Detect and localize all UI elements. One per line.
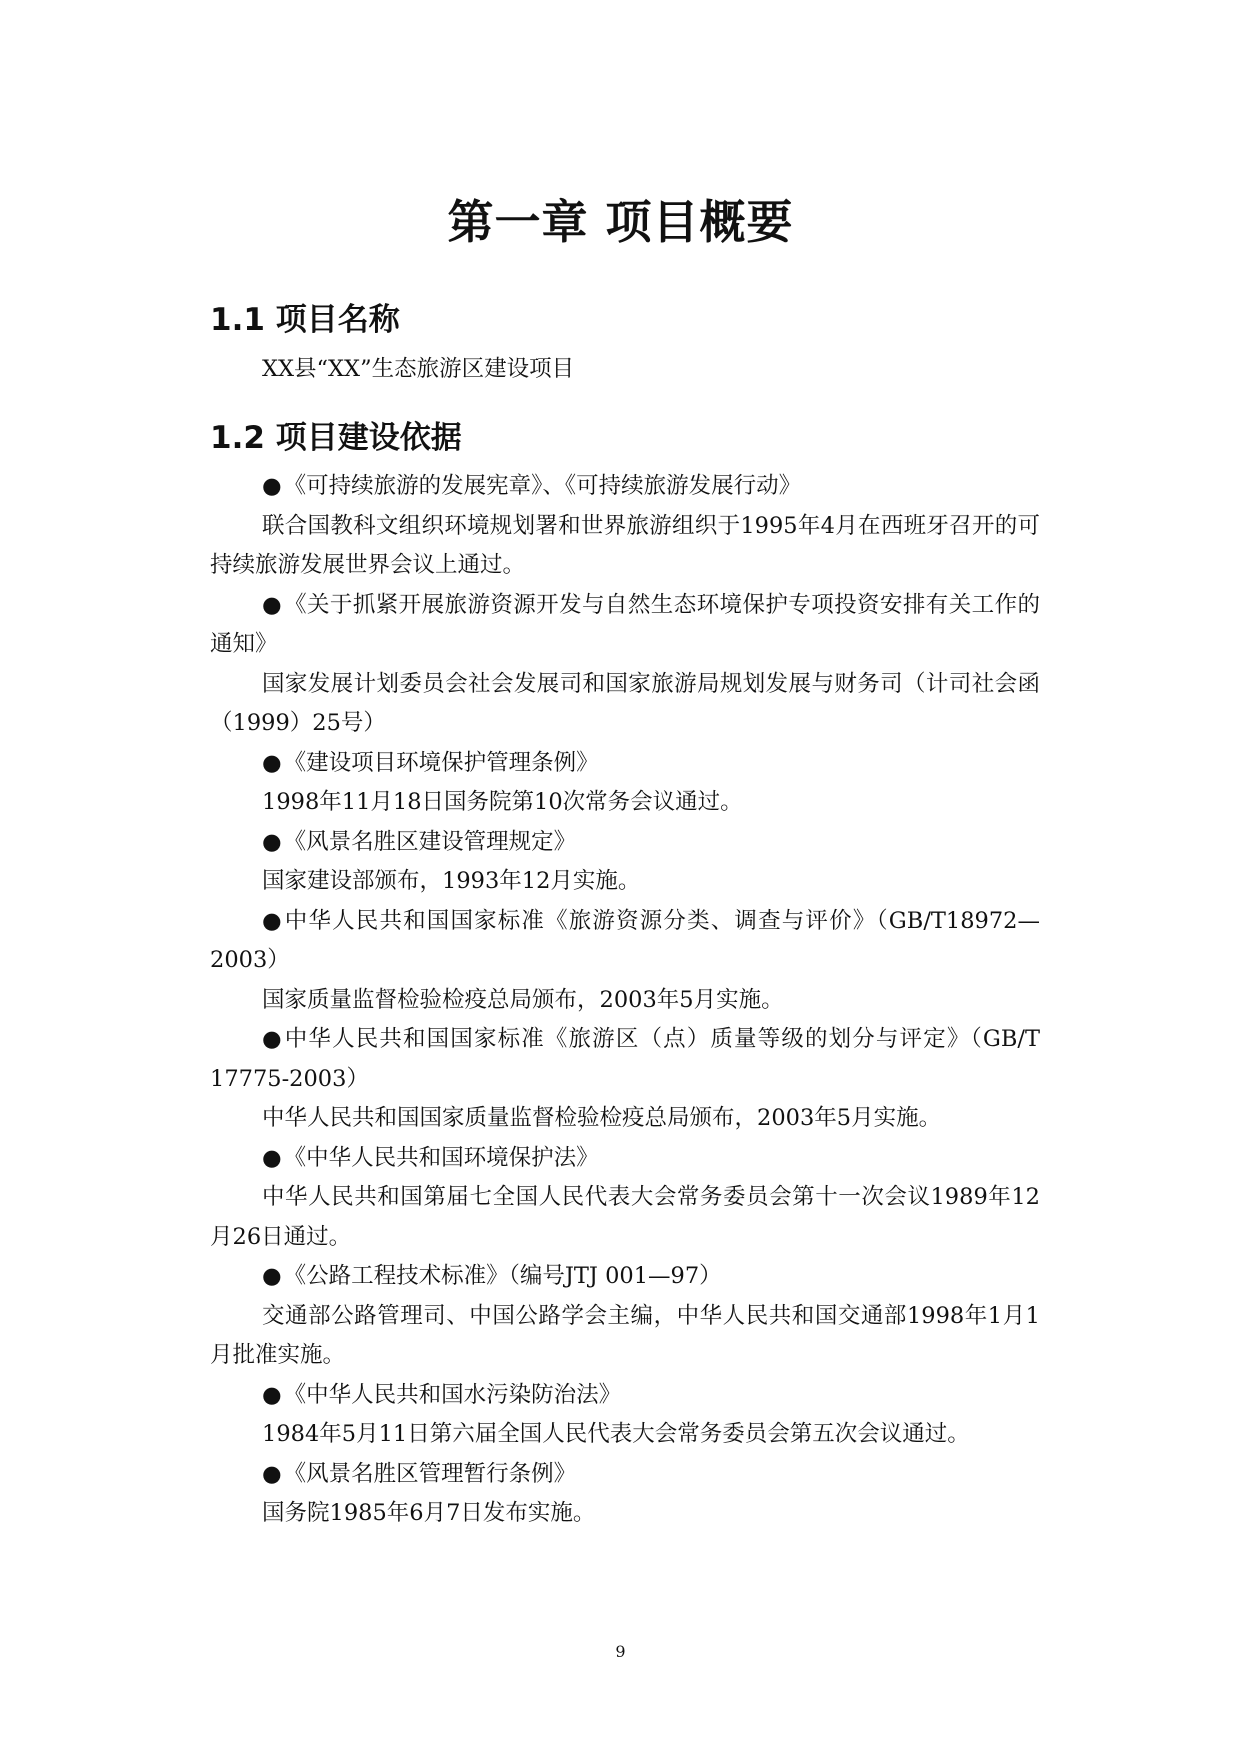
bullet-icon: ● [262,473,282,499]
paragraph: 国家建设部颁布，1993年12月实施。 [262,868,641,894]
bullet-icon: ● [262,1144,282,1171]
paragraph: 中华人民共和国第届七全国人民代表大会常务委员会第十一次会议1989年12月26日通过。 [210,1184,1040,1250]
section-heading-1-1: 1.1 项目名称 [210,302,400,338]
section-heading-1-2: 1.2 项目建设依据 [210,420,462,456]
bullet-icon: ● [262,907,283,934]
bullet-icon: ● [262,591,283,618]
bullet-item: ●《公路工程技术标准》（编号JTJ 001—97） [262,1263,722,1289]
paragraph: 联合国教科文组织环境规划署和世界旅游组织于1995年4月在西班牙召开的可持续旅游发展世界会议上通过。 [210,512,1040,578]
chapter-title: 第一章 项目概要 [447,195,794,249]
bullet-item: ●《中华人民共和国环境保护法》 [262,1144,599,1171]
bullet-item: ●《可持续旅游的发展宪章》、《可持续旅游发展行动》 [262,473,802,499]
paragraph: 中华人民共和国国家质量监督检验检疫总局颁布，2003年5月实施。 [262,1105,942,1131]
section-body-1-1 [210,350,1040,390]
bullet-icon: ● [262,1381,282,1408]
bullet-item: ●《风景名胜区管理暂行条例》 [262,1460,577,1487]
paragraph: 1998年11月18日国务院第10次常务会议通过。 [262,789,743,815]
paragraph: 国家质量监督检验检疫总局颁布，2003年5月实施。 [262,986,784,1013]
bullet-item: ●《风景名胜区建设管理规定》 [262,828,577,855]
page-number: 9 [615,1642,626,1661]
paragraph: 交通部公路管理司、中国公路学会主编，中华人民共和国交通部1998年1月1月批准实施。 [210,1302,1040,1368]
bullet-icon: ● [262,1026,283,1052]
bullet-icon: ● [262,1460,282,1487]
paragraph: XX县“XX”生态旅游区建设项目 [262,356,575,382]
paragraph: 1984年5月11日第六届全国人民代表大会常务委员会第五次会议通过。 [262,1421,970,1447]
paragraph: 国务院1985年6月7日发布实施。 [262,1500,596,1526]
bullet-icon: ● [262,828,282,855]
bullet-item: ●《中华人民共和国水污染防治法》 [262,1381,622,1408]
bullet-icon: ● [262,1263,282,1289]
bullet-item: ●《关于抓紧开展旅游资源开发与自然生态环境保护专项投资安排有关工作的通知》 [210,591,1040,657]
section-body-1-2 [210,467,1040,1534]
bullet-item: ●《建设项目环境保护管理条例》 [262,749,599,776]
paragraph: 国家发展计划委员会社会发展司和国家旅游局规划发展与财务司（计司社会函（1999）25号） [210,670,1040,736]
bullet-item: ●中华人民共和国国家标准《旅游区（点）质量等级的划分与评定》（GB/T 17775-2003） [210,1026,1040,1092]
bullet-item: ●中华人民共和国国家标准《旅游资源分类、调查与评价》（GB/T18972—2003） [210,907,1040,973]
bullet-icon: ● [262,749,282,776]
